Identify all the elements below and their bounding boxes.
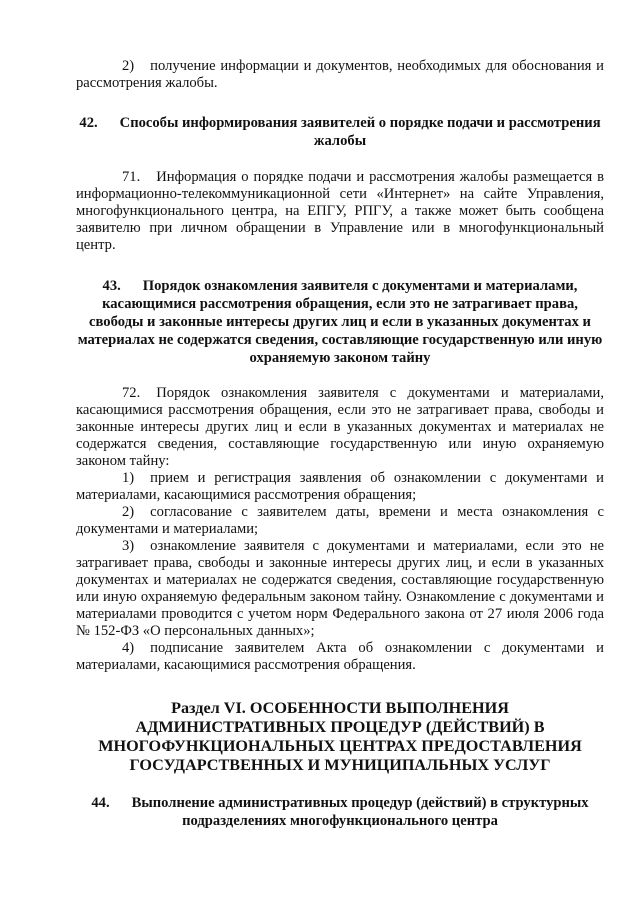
heading-number: 44. [91,795,110,811]
heading-42 [76,114,604,150]
item-number: 3) [122,538,135,554]
paragraph-number: 71. [122,169,141,185]
paragraph-71 [76,169,604,254]
item-text: получение информации и документов, необходимых для обоснования и рассмотрения жалобы. [76,58,604,91]
item-text: ознакомление заявителя с документами и материалами, если это не затрагивает права, свободы и законные интересы других лиц, и если в указанных документах и материалах не содержатся сведения, составляющие государственную или иную охраняемую федеральным законом тайну. Ознакомление с документами и материалами проводится с учетом норм Федерального закона от 27 июля 2006 года № 152-ФЗ «О персональных данных»; [76,538,604,639]
item-number: 2) [122,58,135,74]
document-page [76,58,604,830]
paragraph-text: Порядок ознакомления заявителя с документами и материалами, касающимися рассмотрения обращения, если это не затрагивает права, свободы и законные интересы других лиц и если в указанных документах и материалах не содержатся сведения, составляющие государственную или иную охраняемую законом тайну: [76,385,604,469]
heading-number: 42. [79,115,98,131]
paragraph-text: Информация о порядке подачи и рассмотрения жалобы размещается в информационно-телекоммуникационной сети «Интернет» на сайте Управления, многофункционального центра, на ЕПГУ, РПГУ, а также может быть сообщена заявителю при личном обращении в Управление или в многофункциональный центр. [76,169,604,253]
list-item-2b [76,504,604,538]
heading-44 [76,794,604,830]
item-text: прием и регистрация заявления об ознакомлении с документами и материалами, касающимися рассмотрения обращения; [76,470,604,503]
paragraph-number: 72. [122,385,141,401]
item-number: 1) [122,470,135,486]
item-text: согласование с заявителем даты, времени и места ознакомления с документами и материалами; [76,504,604,537]
item-number: 4) [122,640,135,656]
heading-text: Выполнение административных процедур (действий) в структурных подразделениях многофункционального центра [131,795,589,829]
item-number: 2) [122,504,135,520]
list-item-4 [76,640,604,674]
list-item-1 [76,470,604,504]
heading-text: Способы информирования заявителей о порядке подачи и рассмотрения жалобы [119,115,601,149]
heading-number: 43. [102,278,121,294]
heading-43 [76,277,604,367]
list-item-3 [76,538,604,640]
heading-text: Порядок ознакомления заявителя с документами и материалами, касающимися рассмотрения обращения, если это не затрагивает права, свободы и законные интересы других лиц и если в указанных документах и материалах не содержатся сведения, составляющие государственную или иную охраняемую законом тайну [77,278,603,366]
list-item-2 [76,58,604,92]
item-text: подписание заявителем Акта об ознакомлении с документами и материалами, касающимися рассмотрения обращения. [76,640,604,673]
paragraph-72 [76,385,604,470]
section-6-title: Раздел VI. ОСОБЕННОСТИ ВЫПОЛНЕНИЯ АДМИНИСТРАТИВНЫХ ПРОЦЕДУР (ДЕЙСТВИЙ) В МНОГОФУНКЦИОНАЛЬНЫХ ЦЕНТРАХ ПРЕДОСТАВЛЕНИЯ ГОСУДАРСТВЕННЫХ И МУНИЦИПАЛЬНЫХ УСЛУГ [98,699,582,774]
